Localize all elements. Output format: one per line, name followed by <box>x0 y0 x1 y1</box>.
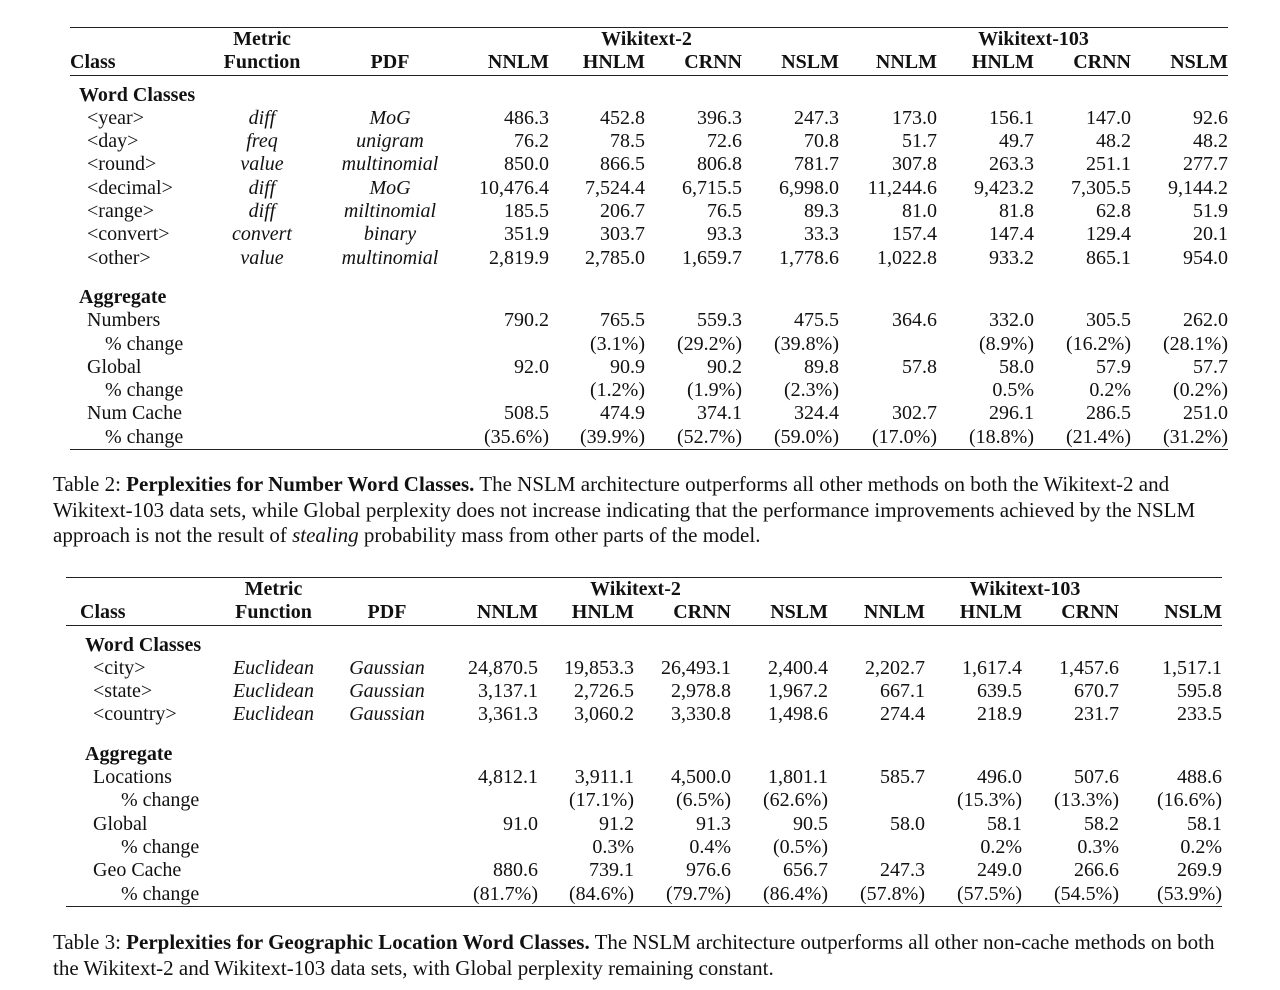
value-cell: (39.9%) <box>549 426 645 450</box>
table-row <box>66 657 1222 680</box>
pdf-cell: multinomial <box>341 153 439 176</box>
value-cell: 3,330.8 <box>671 703 731 726</box>
value-cell: 9,423.2 <box>974 176 1034 199</box>
value-cell: 57.8 <box>902 355 937 378</box>
section-word-classes: Word Classes <box>79 83 196 106</box>
value-cell: 332.0 <box>989 309 1034 332</box>
value-cell: 156.1 <box>989 106 1034 129</box>
metric-function-cell: value <box>240 153 284 176</box>
value-cell: 147.0 <box>1086 106 1131 129</box>
value-cell: (16.6%) <box>1157 789 1222 812</box>
row-label: <city> <box>93 656 146 679</box>
value-cell: 1,801.1 <box>768 766 828 789</box>
table-2 <box>70 27 1228 450</box>
row-label: Locations <box>93 766 172 789</box>
value-cell: 486.3 <box>504 106 549 129</box>
value-cell: 0.3% <box>1077 835 1119 858</box>
value-cell: 20.1 <box>1193 223 1228 246</box>
value-cell: 26,493.1 <box>661 656 731 679</box>
value-cell: (81.7%) <box>443 883 538 907</box>
metric-function-cell: diff <box>248 106 276 129</box>
value-cell: 249.0 <box>977 859 1022 882</box>
value-cell: 81.8 <box>999 200 1034 223</box>
value-cell: 92.0 <box>514 355 549 378</box>
caption-title: Perplexities for Geographic Location Word Classes. <box>126 930 590 954</box>
table-3 <box>66 577 1222 907</box>
value-cell: 305.5 <box>1086 309 1131 332</box>
value-cell: (0.2%) <box>1173 379 1228 402</box>
caption-prefix: Table 3: <box>53 930 127 954</box>
header-model: NSLM <box>731 601 828 625</box>
table-row <box>70 200 1228 223</box>
value-cell: 90.2 <box>707 355 742 378</box>
value-cell: 1,498.6 <box>768 703 828 726</box>
value-cell: 247.3 <box>794 106 839 129</box>
value-cell: 58.1 <box>987 812 1022 835</box>
value-cell: 2,726.5 <box>574 680 634 703</box>
value-cell: (21.4%) <box>1034 426 1131 450</box>
table-row <box>66 680 1222 703</box>
header-pdf: PDF <box>331 601 443 625</box>
value-cell: 865.1 <box>1086 246 1131 269</box>
value-cell: 48.2 <box>1096 130 1131 153</box>
value-cell: 488.6 <box>1177 766 1222 789</box>
value-cell: 58.0 <box>999 355 1034 378</box>
header-model: NSLM <box>1119 601 1222 625</box>
value-cell: 452.8 <box>600 106 645 129</box>
value-cell: 58.0 <box>890 812 925 835</box>
value-cell: 157.4 <box>892 223 937 246</box>
value-cell: 954.0 <box>1183 246 1228 269</box>
value-cell: 364.6 <box>892 309 937 332</box>
header-class: Class <box>70 51 198 75</box>
value-cell <box>443 789 538 812</box>
value-cell: 667.1 <box>880 680 925 703</box>
value-cell: 7,305.5 <box>1071 176 1131 199</box>
value-cell: 185.5 <box>504 200 549 223</box>
value-cell: 0.2% <box>980 835 1022 858</box>
table-3-body <box>66 625 1222 906</box>
value-cell: 866.5 <box>600 153 645 176</box>
value-cell: 396.3 <box>697 106 742 129</box>
value-cell: 251.1 <box>1086 153 1131 176</box>
value-cell: 277.7 <box>1183 153 1228 176</box>
table-row <box>70 379 1228 402</box>
caption-text: The NSLM architecture outperforms all other non-cache methods on both the Wikitext-2 and Wikitext-103 data sets, with Global perplexity remaining constant. <box>53 930 1215 980</box>
value-cell: 976.6 <box>686 859 731 882</box>
value-cell: 76.2 <box>514 130 549 153</box>
pdf-cell: MoG <box>369 106 411 129</box>
caption-text: probability mass from other parts of the model. <box>358 523 761 547</box>
value-cell: 2,785.0 <box>585 246 645 269</box>
value-cell: 81.0 <box>902 200 937 223</box>
row-label: <decimal> <box>87 176 173 199</box>
value-cell <box>454 333 549 356</box>
value-cell: (79.7%) <box>634 883 731 907</box>
value-cell <box>828 789 925 812</box>
pdf-cell: binary <box>363 223 417 246</box>
header-model: CRNN <box>1034 51 1131 75</box>
value-cell: 89.8 <box>804 355 839 378</box>
value-cell: 24,870.5 <box>468 656 538 679</box>
value-cell: 0.3% <box>592 835 634 858</box>
table-row <box>70 223 1228 246</box>
value-cell: 639.5 <box>977 680 1022 703</box>
pdf-cell: Gaussian <box>349 680 425 703</box>
value-cell: (53.9%) <box>1119 883 1222 907</box>
value-cell: (1.2%) <box>590 379 645 402</box>
value-cell: 806.8 <box>697 153 742 176</box>
header-function: Function <box>216 601 331 625</box>
row-label: % change <box>105 379 184 402</box>
value-cell: 3,361.3 <box>478 703 538 726</box>
row-label: Num Cache <box>87 402 182 425</box>
value-cell: 1,457.6 <box>1059 656 1119 679</box>
table-row <box>66 789 1222 812</box>
value-cell: (57.8%) <box>828 883 925 907</box>
header-metric: Metric <box>198 28 326 52</box>
header-group-wikitext2: Wikitext-2 <box>443 578 828 602</box>
table-row <box>70 333 1228 356</box>
value-cell: 507.6 <box>1074 766 1119 789</box>
header-model: HNLM <box>538 601 634 625</box>
value-cell: 51.7 <box>902 130 937 153</box>
value-cell: 374.1 <box>697 402 742 425</box>
value-cell: 89.3 <box>804 200 839 223</box>
pdf-cell: MoG <box>369 176 411 199</box>
value-cell: (6.5%) <box>676 789 731 812</box>
row-label: Global <box>93 812 148 835</box>
table-row <box>66 766 1222 789</box>
value-cell: 0.4% <box>689 835 731 858</box>
value-cell: (3.1%) <box>590 332 645 355</box>
value-cell: 90.5 <box>793 812 828 835</box>
header-model: NNLM <box>828 601 925 625</box>
value-cell: 58.1 <box>1187 812 1222 835</box>
value-cell: 2,202.7 <box>865 656 925 679</box>
table-row <box>70 426 1228 450</box>
caption-title: Perplexities for Number Word Classes. <box>126 472 475 496</box>
row-label: % change <box>105 332 184 355</box>
table-row <box>70 309 1228 332</box>
value-cell: 351.9 <box>504 223 549 246</box>
row-label: Global <box>87 355 142 378</box>
value-cell: (17.1%) <box>569 789 634 812</box>
value-cell: 1,659.7 <box>682 246 742 269</box>
caption-emphasis: stealing <box>292 523 359 547</box>
value-cell: 233.5 <box>1177 703 1222 726</box>
value-cell: 670.7 <box>1074 680 1119 703</box>
value-cell: (29.2%) <box>677 332 742 355</box>
value-cell: 1,517.1 <box>1162 656 1222 679</box>
value-cell: 263.3 <box>989 153 1034 176</box>
value-cell: 475.5 <box>794 309 839 332</box>
header-model: NNLM <box>443 601 538 625</box>
pdf-cell: miltinomial <box>343 200 437 223</box>
section-row <box>70 84 1228 107</box>
value-cell: 251.0 <box>1183 402 1228 425</box>
row-label: % change <box>66 883 443 907</box>
value-cell: 933.2 <box>989 246 1034 269</box>
table-row <box>66 859 1222 882</box>
table-row <box>70 356 1228 379</box>
table-3-header <box>66 578 1222 626</box>
pdf-cell: unigram <box>356 130 424 153</box>
value-cell: (39.8%) <box>774 332 839 355</box>
row-label: Geo Cache <box>93 859 182 882</box>
pdf-cell: multinomial <box>341 246 439 269</box>
value-cell: 559.3 <box>697 309 742 332</box>
header-model: HNLM <box>925 601 1022 625</box>
value-cell: 324.4 <box>794 402 839 425</box>
value-cell: (84.6%) <box>538 883 634 907</box>
value-cell: 129.4 <box>1086 223 1131 246</box>
table-2-header <box>70 28 1228 76</box>
value-cell: 1,967.2 <box>768 680 828 703</box>
row-label: <year> <box>87 106 144 129</box>
row-label: % change <box>121 835 200 858</box>
value-cell: 58.2 <box>1084 812 1119 835</box>
table-row <box>70 153 1228 176</box>
row-label: Numbers <box>87 309 161 332</box>
value-cell: 739.1 <box>589 859 634 882</box>
value-cell: 585.7 <box>880 766 925 789</box>
value-cell: 2,819.9 <box>489 246 549 269</box>
value-cell: 173.0 <box>892 106 937 129</box>
table-3-caption <box>53 930 1235 981</box>
value-cell: (13.3%) <box>1054 789 1119 812</box>
value-cell: 266.6 <box>1074 859 1119 882</box>
header-model: NSLM <box>1131 51 1228 75</box>
value-cell: 3,911.1 <box>574 766 634 789</box>
value-cell: (35.6%) <box>454 426 549 450</box>
value-cell: 2,978.8 <box>671 680 731 703</box>
header-model: CRNN <box>1022 601 1119 625</box>
value-cell: 76.5 <box>707 200 742 223</box>
value-cell: 51.9 <box>1193 200 1228 223</box>
row-label: <state> <box>93 680 153 703</box>
value-cell: (2.3%) <box>784 379 839 402</box>
section-aggregate: Aggregate <box>79 285 167 308</box>
value-cell: (57.5%) <box>925 883 1022 907</box>
metric-function-cell: value <box>240 246 284 269</box>
value-cell: (0.5%) <box>773 835 828 858</box>
value-cell: 57.7 <box>1193 355 1228 378</box>
value-cell: 90.9 <box>610 355 645 378</box>
header-model: HNLM <box>549 51 645 75</box>
value-cell: 91.2 <box>599 812 634 835</box>
value-cell: 781.7 <box>794 153 839 176</box>
value-cell <box>839 379 937 402</box>
value-cell <box>828 836 925 859</box>
value-cell: 3,137.1 <box>478 680 538 703</box>
value-cell: 231.7 <box>1074 703 1119 726</box>
value-cell: (59.0%) <box>742 426 839 450</box>
value-cell: (62.6%) <box>763 789 828 812</box>
table-row <box>66 813 1222 836</box>
value-cell: (15.3%) <box>957 789 1022 812</box>
value-cell <box>454 379 549 402</box>
row-label: <other> <box>87 246 151 269</box>
value-cell: 508.5 <box>504 402 549 425</box>
section-row <box>70 286 1228 309</box>
value-cell: 307.8 <box>892 153 937 176</box>
row-label: <country> <box>93 703 177 726</box>
caption-text: The NSLM architecture outperforms all other methods on both the Wikitext-2 and Wikitext-103 data sets, while Global perplexity does not increase indicating that the performance improvements achieved by the NSLM approach is not the result of <box>53 472 1196 547</box>
value-cell: 147.4 <box>989 223 1034 246</box>
header-group-wikitext103: Wikitext-103 <box>839 28 1228 52</box>
row-label: <range> <box>87 200 154 223</box>
value-cell: 72.6 <box>707 130 742 153</box>
value-cell: 4,500.0 <box>671 766 731 789</box>
table-2-caption <box>53 472 1235 549</box>
section-aggregate: Aggregate <box>85 742 173 765</box>
value-cell: 93.3 <box>707 223 742 246</box>
value-cell: (52.7%) <box>645 426 742 450</box>
header-metric: Metric <box>216 578 331 602</box>
metric-function-cell: Euclidean <box>232 680 315 703</box>
value-cell: (8.9%) <box>979 332 1034 355</box>
header-model: NSLM <box>742 51 839 75</box>
value-cell <box>443 836 538 859</box>
value-cell: (17.0%) <box>839 426 937 450</box>
header-model: NNLM <box>839 51 937 75</box>
metric-function-cell: Euclidean <box>232 656 315 679</box>
value-cell: 7,524.4 <box>585 176 645 199</box>
header-group-wikitext2: Wikitext-2 <box>454 28 839 52</box>
value-cell: 4,812.1 <box>478 766 538 789</box>
header-class: Class <box>66 601 216 625</box>
value-cell: 49.7 <box>999 130 1034 153</box>
table-row <box>70 247 1228 270</box>
header-function: Function <box>198 51 326 75</box>
caption-prefix: Table 2: <box>53 472 127 496</box>
section-row <box>66 743 1222 766</box>
section-word-classes: Word Classes <box>85 633 202 656</box>
value-cell: 303.7 <box>600 223 645 246</box>
header-pdf: PDF <box>326 51 454 75</box>
metric-function-cell: diff <box>248 200 276 223</box>
table-2-body <box>70 75 1228 449</box>
table-row <box>70 130 1228 153</box>
section-row <box>66 634 1222 657</box>
value-cell: 247.3 <box>880 859 925 882</box>
value-cell: 78.5 <box>610 130 645 153</box>
value-cell: 274.4 <box>880 703 925 726</box>
value-cell: 48.2 <box>1193 130 1228 153</box>
pdf-cell: Gaussian <box>349 703 425 726</box>
pdf-cell: Gaussian <box>349 656 425 679</box>
value-cell: 0.5% <box>992 379 1034 402</box>
value-cell: 11,244.6 <box>867 176 937 199</box>
value-cell: 19,853.3 <box>564 656 634 679</box>
value-cell: 790.2 <box>504 309 549 332</box>
metric-function-cell: diff <box>248 176 276 199</box>
row-label: <round> <box>87 153 157 176</box>
value-cell: 296.1 <box>989 402 1034 425</box>
table-row <box>70 177 1228 200</box>
value-cell: 1,778.6 <box>779 246 839 269</box>
value-cell: 57.9 <box>1096 355 1131 378</box>
value-cell: (18.8%) <box>937 426 1034 450</box>
table-row <box>70 107 1228 130</box>
value-cell: 33.3 <box>804 223 839 246</box>
value-cell: 10,476.4 <box>479 176 549 199</box>
value-cell: 91.3 <box>696 812 731 835</box>
value-cell: (1.9%) <box>687 379 742 402</box>
header-group-wikitext103: Wikitext-103 <box>828 578 1222 602</box>
table-row <box>66 703 1222 726</box>
value-cell: 218.9 <box>977 703 1022 726</box>
value-cell: 91.0 <box>503 812 538 835</box>
value-cell: (54.5%) <box>1022 883 1119 907</box>
value-cell: 496.0 <box>977 766 1022 789</box>
metric-function-cell: Euclidean <box>232 703 315 726</box>
row-label: % change <box>70 426 454 450</box>
value-cell: 850.0 <box>504 153 549 176</box>
value-cell: 286.5 <box>1086 402 1131 425</box>
value-cell: 206.7 <box>600 200 645 223</box>
value-cell: 6,715.5 <box>682 176 742 199</box>
row-label: <day> <box>87 130 139 153</box>
value-cell: 3,060.2 <box>574 703 634 726</box>
header-model: CRNN <box>634 601 731 625</box>
value-cell: 474.9 <box>600 402 645 425</box>
value-cell: 0.2% <box>1180 835 1222 858</box>
value-cell: 880.6 <box>493 859 538 882</box>
row-label: <convert> <box>87 223 170 246</box>
value-cell: 70.8 <box>804 130 839 153</box>
value-cell: 6,998.0 <box>779 176 839 199</box>
value-cell: 595.8 <box>1177 680 1222 703</box>
value-cell: 0.2% <box>1089 379 1131 402</box>
value-cell: (31.2%) <box>1131 426 1228 450</box>
table-row <box>66 836 1222 859</box>
value-cell: 2,400.4 <box>768 656 828 679</box>
value-cell: 9,144.2 <box>1168 176 1228 199</box>
value-cell: (86.4%) <box>731 883 828 907</box>
metric-function-cell: convert <box>232 223 292 246</box>
value-cell: 1,022.8 <box>877 246 937 269</box>
value-cell: 269.9 <box>1177 859 1222 882</box>
value-cell: 62.8 <box>1096 200 1131 223</box>
metric-function-cell: freq <box>246 130 278 153</box>
value-cell: (28.1%) <box>1163 332 1228 355</box>
value-cell: 92.6 <box>1193 106 1228 129</box>
value-cell: 302.7 <box>892 402 937 425</box>
table-row <box>66 883 1222 907</box>
value-cell: 262.0 <box>1183 309 1228 332</box>
header-model: NNLM <box>454 51 549 75</box>
value-cell: 1,617.4 <box>962 656 1022 679</box>
header-model: HNLM <box>937 51 1034 75</box>
table-row <box>70 402 1228 425</box>
value-cell: 656.7 <box>783 859 828 882</box>
value-cell: (16.2%) <box>1066 332 1131 355</box>
header-model: CRNN <box>645 51 742 75</box>
value-cell <box>839 333 937 356</box>
value-cell: 765.5 <box>600 309 645 332</box>
row-label: % change <box>121 789 200 812</box>
